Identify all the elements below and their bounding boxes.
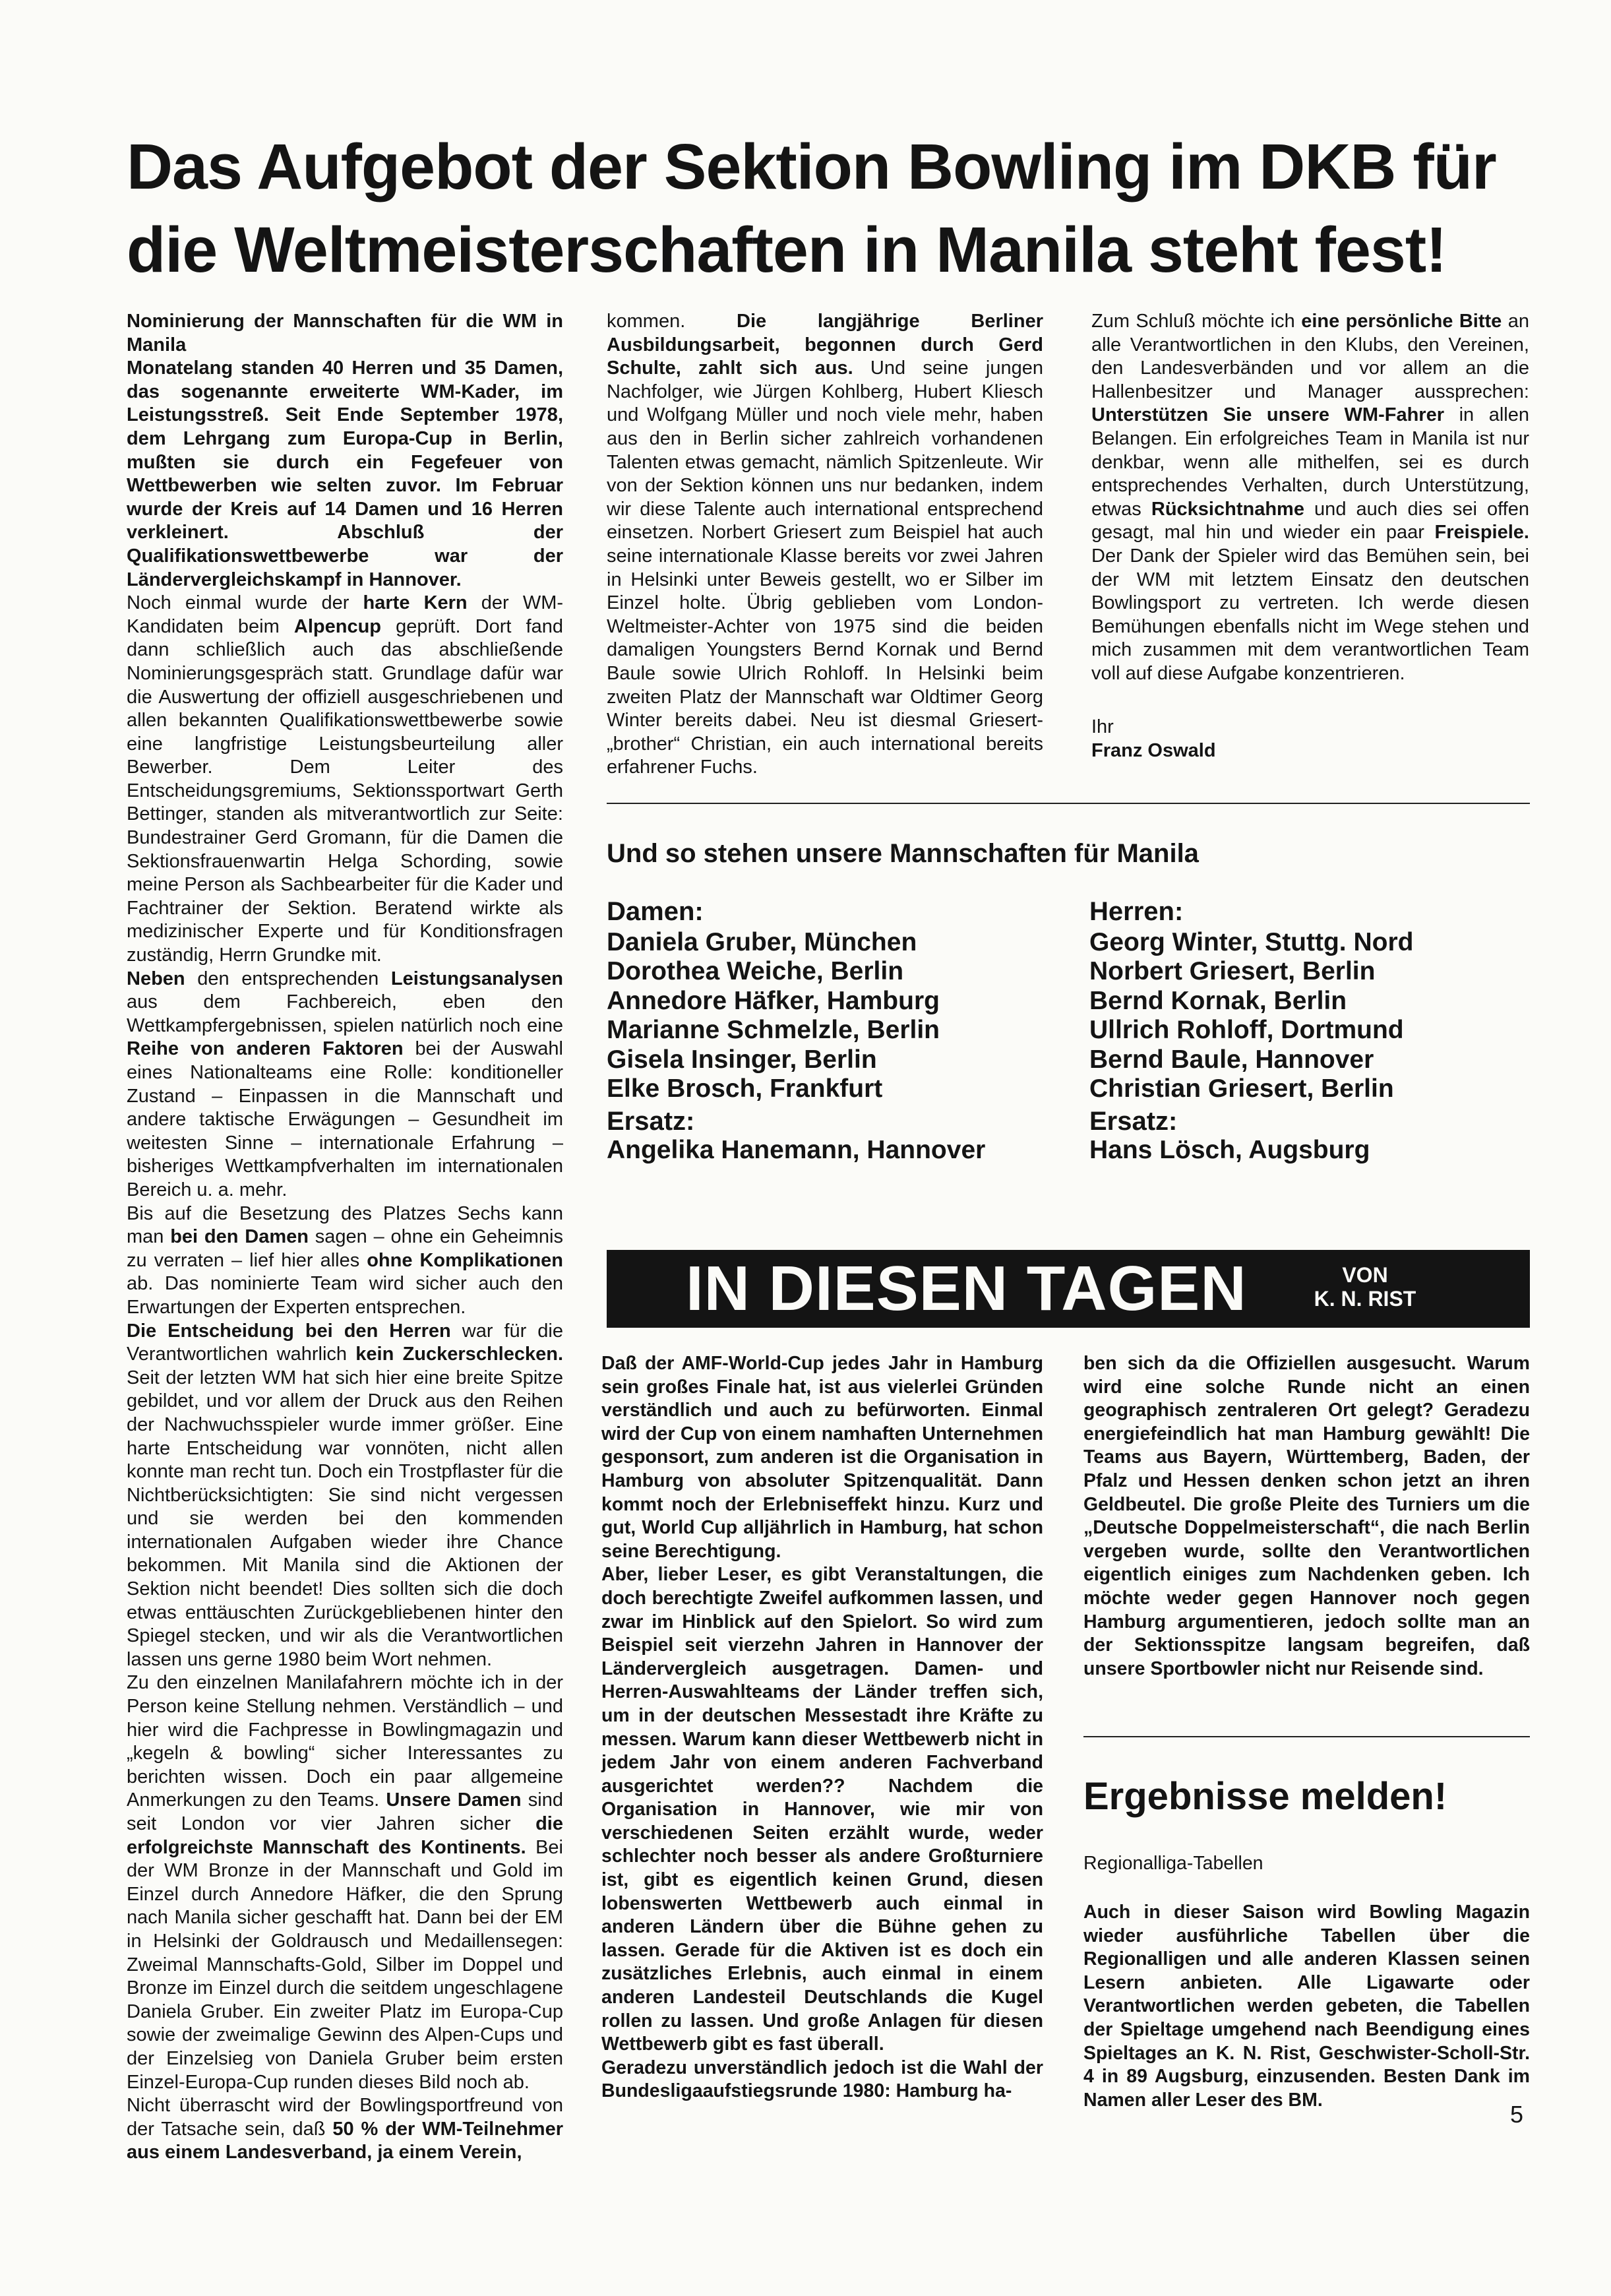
notice-divider [1083, 1736, 1530, 1737]
paragraph [1083, 1352, 1530, 1681]
paragraph [601, 1352, 1043, 1563]
column-right-text [1083, 1352, 1530, 1681]
column-banner [607, 1250, 1530, 1328]
player-name: Dorothea Weiche, Berlin [607, 957, 904, 985]
paragraph [601, 1563, 1043, 2056]
text-run: Der Dank der Spieler wird das Bemühen sein, bei der WM mit letztem Einsatz den deutschen Bowlingsport zu vertreten. Ich werde diesen Bemühungen ebenfalls nicht im Wege stehen und mich zusammen mit dem verantwortlichen Team voll auf diese Aufgabe konzentrieren. [1091, 545, 1529, 684]
bold-text: eine persönliche Bitte [1301, 311, 1502, 332]
bold-text: ben sich da die Offiziellen ausgesucht. Warum wird eine solche Runde nicht an einen geographisch zentraleren Ort gelegt? Geradezu energiefeindlich hat man Hamburg gewählt! Die Teams aus Bayern, Württemberg, Baden, der Pfalz und Hessen denken schon jetzt an ihren Geldbeutel. Die große Pleite des Turniers um die „Deutsche Doppelmeisterschaft“, die nach Berlin vergeben wurde, sollte den Verantwortlichen eigentlich einiges zum Nachdenken geben. Ich möchte weder gegen Hannover noch gegen Hamburg argumentieren, jedoch sollte man an der Sektionsspitze langsam begreifen, daß unsere Sportbowler nicht nur Reisende sind. [1083, 1353, 1530, 1679]
player-name: Gisela Insinger, Berlin [607, 1045, 877, 1074]
bold-text: Unterstützen Sie unsere WM-Fahrer [1091, 404, 1444, 426]
byline-von: VON [1342, 1263, 1388, 1287]
herren-ersatz: Hans Lösch, Augsburg [1089, 1136, 1370, 1164]
headline-line-1: Das Aufgebot der Sektion Bowling im DKB für [127, 131, 1496, 202]
bold-text: die erfolgreichste Mannschaft des Kontinents. [127, 1813, 563, 1858]
player-name: Marianne Schmelzle, Berlin [607, 1016, 940, 1044]
text-run: Noch einmal wurde der [127, 592, 363, 614]
text-run: war für die Verantwortlichen wahrlich [127, 1320, 564, 1365]
text-run: den entsprechenden [185, 968, 391, 989]
text-run: Bis auf die Besetzung des Platzes Sechs kann man [127, 1202, 563, 1248]
text-run: an alle Verantwortlichen in den Klubs, den Vereinen, den Landesverbänden und vor allem an die Hallenbesitzer und Manager aussprechen: [1091, 311, 1530, 402]
text-run: Bei der WM Bronze in der Mannschaft und Gold im Einzel durch Annedore Häfker, die den Sprung nach Manila sicher geschafft hat. Dann bei der EM in Helsinki der Goldrausch und Medaillensegen: Zweimal Mannschafts-Gold, Silber im Doppel und Bronze im Einzel durch die seitdem ungeschlagene Daniela Gruber. Ein zweiter Platz im Europa-Cup sowie der zweimalige Gewinn des Alpen-Cups und der Einzelsieg von Daniela Gruber beim ersten Einzel-Europa-Cup runden dieses Bild noch ab. [127, 1836, 563, 2093]
team-herren [1089, 897, 1538, 1165]
column-left-text [601, 1352, 1043, 2103]
text-run: sind seit London vor vier Jahren sicher [127, 1789, 563, 1834]
notice-body [1083, 1901, 1530, 2112]
signoff-ihr: Ihr [1091, 716, 1114, 737]
paragraph [607, 310, 1043, 780]
signoff [1091, 716, 1355, 762]
article-column-1 [127, 310, 563, 2165]
bold-text: bei den Damen [170, 1226, 309, 1248]
text-run: Zu den einzelnen Manilafahrern möchte ich in der Person keine Stellung nehmen. Verständlich – und hier wird die Fachpresse in Bowlingmagazin und „kegeln & bowling“ sicher Interessantes zu berichten wissen. Doch ein paar allgemeine Anmerkungen zu den Teams. [127, 1672, 563, 1811]
paragraph [127, 310, 563, 357]
text-run: sagen – ohne ein Geheimnis zu verraten – lief hier alles [127, 1226, 563, 1271]
bold-text: harte Kern [363, 592, 468, 614]
herren-list [1089, 928, 1538, 1104]
text-run: aus dem Fachbereich, eben den Wettkampfergebnissen, spielen natürlich noch eine [127, 991, 563, 1036]
paragraph [601, 2057, 1043, 2103]
damen-ersatz: Angelika Hanemann, Hannover [607, 1136, 986, 1164]
text-run: ab. Das nominierte Team wird sicher auch den Erwartungen der Experten entsprechen. [127, 1273, 563, 1318]
bold-text: Freispiele. [1434, 522, 1529, 543]
headline [127, 125, 1544, 292]
bold-text: Auch in dieser Saison wird Bowling Magazin wieder ausführliche Tabellen über die Regionalligen und alle anderen Klassen seinen Lesern anbieten. Alle Ligawarte oder Verantwortlichen werden gebeten, die Tabellen der Spieltage umgehend nach Beendigung eines Spieltages an K. N. Rist, Geschwister-Scholl-Str. 4 in 89 Augsburg, einzusenden. Besten Dank im Namen aller Leser des BM. [1083, 1902, 1530, 2111]
text-run: Zum Schluß möchte ich [1091, 311, 1302, 332]
herren-label: Herren: [1089, 897, 1184, 926]
column-title: IN DIESEN TAGEN [686, 1253, 1247, 1324]
herren-ersatz-label: Ersatz: [1089, 1106, 1178, 1136]
text-run: Und seine jungen Nachfolger, wie Jürgen Kohlberg, Hubert Kliesch und Wolfgang Müller und noch viele mehr, haben aus den in Berlin sicher zahlreich vorhandenen Talenten etwas gemacht, nämlich Spitzenleute. Wir von der Sektion können uns nur bedanken, indem wir diese Talente auch international entsprechend einsetzen. Norbert Griesert zum Beispiel hat auch seine internationale Klasse bereits vor zwei Jahren in Helsinki unter Beweis gestellt, wo er Silber im Einzel holte. Übrig geblieben vom London-Weltmeister-Achter von 1975 sind die beiden damaligen Youngsters Bernd Kornak und Bernd Baule sowie Ulrich Rohloff. In Helsinki beim zweiten Platz der Mannschaft war Oldtimer Georg Winter bereits dabei. Neu ist diesmal Griesert-„brother“ Christian, ein auch international bereits erfahrener Fuchs. [607, 357, 1043, 778]
player-name: Annedore Häfker, Hamburg [607, 986, 940, 1015]
bold-text: ohne Komplikationen [367, 1249, 564, 1271]
text-run: bei der Auswahl eines Nationalteams eine Rolle: konditioneller Zustand – Einpassen in die Mannschaft und andere taktische Erwägungen – Gesundheit im weitesten Sinne – internationale Erfahrung – bisheriges Wettkampfverhalten im internationalen Bereich u. a. mehr. [127, 1038, 563, 1200]
damen-ersatz-label: Ersatz: [607, 1106, 695, 1136]
text-run: der WM-Kandidaten beim [127, 592, 564, 637]
notice-title: Ergebnisse melden! [1083, 1775, 1447, 1818]
text-run: Seit der letzten WM hat sich hier eine breite Spitze gebildet, und vor allem der Druck aus den Reihen der Nachwuchsspieler wurde immer größer. Eine harte Entscheidung war vonnöten, nicht allen konnte man recht tun. Doch ein Trostpflaster für die Nichtberücksichtigten: Sie sind nicht vergessen und sie werden bei den kommenden internationalen Aufgaben wieder ihre Chance bekommen. Mit Manila sind die Aktionen der Sektion nicht beendet! Dies sollten sich die doch etwas enttäuschten Zurückgebliebenen hinter den Spiegel stecken, und wir als die Verantwortlichen lassen uns gerne 1980 beim Wort nehmen. [127, 1367, 563, 1670]
bold-text: Die langjährige Berliner Ausbildungsarbeit, begonnen durch Gerd Schulte, zahlt sich aus. [607, 311, 1043, 379]
paragraph [127, 1202, 563, 1320]
notice-subtitle: Regionalliga-Tabellen [1083, 1853, 1263, 1874]
article-column-3 [1091, 310, 1529, 686]
signoff-name: Franz Oswald [1091, 739, 1216, 761]
bold-text: Monatelang standen 40 Herren und 35 Damen, das sogenannte erweiterte WM-Kader, im Leistungsstreß. Seit Ende September 1978, dem Lehrgang zum Europa-Cup in Berlin, mußten sie durch ein Fegefeuer von Wettbewerben wie selten zuvor. Im Februar wurde der Kreis auf 14 Damen und 16 Herren verkleinert. Abschluß der Qualifikationswettbewerbe war der Ländervergleichskampf in Hannover. [127, 357, 563, 590]
teams-heading: Und so stehen unsere Mannschaften für Manila [607, 839, 1199, 868]
article-column-2 [607, 310, 1043, 780]
paragraph [1091, 310, 1529, 686]
paragraph [1083, 1901, 1530, 2112]
bold-text: Geradezu unverständlich jedoch ist die Wahl der Bundesligaaufstiegsrunde 1980: Hamburg ha- [601, 2057, 1043, 2102]
damen-list [607, 928, 1055, 1104]
divider [607, 803, 1530, 804]
text-run: Nicht überrascht wird der Bowlingsportfreund von der Tatsache sein, daß [127, 2095, 563, 2140]
bold-text: Leistungsanalysen [390, 968, 563, 989]
bold-text: Daß der AMF-World-Cup jedes Jahr in Hamburg sein großes Finale hat, ist aus vielerlei Gründen verständlich und auch zu befürworten. Einmal wird der Cup von einem namhaften Unternehmen gesponsort, zum anderen ist die Organisation in Hamburg von absoluter Spitzenqualität. Dann kommt noch der Erlebniseffekt hinzu. Kurz und gut, World Cup alljährlich in Hamburg, hat schon seine Berechtigung. [601, 1353, 1043, 1562]
bold-text: 50 % der WM-Teilnehmer aus einem Landesverband, ja einem Verein, [127, 2118, 563, 2163]
player-name: Christian Griesert, Berlin [1089, 1074, 1394, 1103]
player-name: Elke Brosch, Frankfurt [607, 1074, 883, 1103]
paragraph [127, 1320, 563, 1672]
player-name: Norbert Griesert, Berlin [1089, 957, 1376, 985]
team-damen [607, 897, 1055, 1165]
player-name: Georg Winter, Stuttg. Nord [1089, 927, 1414, 956]
paragraph [127, 1671, 563, 2094]
text-run: und auch dies sei offen gesagt, mal hin und wieder ein paar [1091, 498, 1529, 543]
bold-text: Nominierung der Mannschaften für die WM in Manila [127, 311, 563, 356]
paragraph [127, 592, 563, 968]
bold-text: Reihe von anderen Faktoren [127, 1038, 404, 1060]
byline-author: K. N. RIST [1314, 1287, 1416, 1311]
player-name: Bernd Kornak, Berlin [1089, 986, 1347, 1015]
text-run: geprüft. Dort fand dann schließlich auch das abschließende Nominierungsgespräch statt. Grundlage dafür war die Auswertung der offiziell ausgeschriebenen und allen bekannten Qualifikationswettbewerbe sowie eine langfristige Leistungsbeurteilung aller Bewerber. Dem Leiter des Entscheidungsgremiums, Sektionssportwart Gerth Bettinger, standen als mitverantwortlich zur Seite: Bundestrainer Gerd Gromann, für die Damen die Sektionsfrauenwartin Helga Schording, sowie meine Person als Sachbearbeiter für die Kader und Fachtrainer der Sektion. Beratend wirkte als medizinischer Experte und für Konditionsfragen zuständig, Herrn Grundke mit. [127, 615, 564, 966]
player-name: Bernd Baule, Hannover [1089, 1045, 1374, 1074]
bold-text: Neben [127, 968, 185, 989]
paragraph [127, 2094, 563, 2165]
text-run: kommen. [607, 311, 737, 332]
headline-line-2: die Weltmeisterschaften in Manila steht fest! [127, 214, 1447, 286]
paragraph [127, 357, 563, 592]
text-run: in allen Belangen. Ein erfolgreiches Team in Manila ist nur denkbar, wenn alle mithelfen, sei es durch entsprechendes Verhalten, durch Unterstützung, etwas [1091, 404, 1529, 520]
bold-text: Alpencup [293, 615, 382, 637]
paragraph [127, 968, 563, 1202]
damen-label: Damen: [607, 897, 704, 926]
player-name: Ullrich Rohloff, Dortmund [1089, 1016, 1404, 1044]
page-number: 5 [1510, 2101, 1524, 2128]
bold-text: Unsere Damen [386, 1789, 522, 1811]
bold-text: Die Entscheidung bei den Herren [127, 1320, 451, 1342]
player-name: Daniela Gruber, München [607, 927, 917, 956]
column-byline [1312, 1263, 1418, 1311]
bold-text: Rücksichtnahme [1151, 498, 1304, 520]
bold-text: Aber, lieber Leser, es gibt Veranstaltungen, die doch berechtigte Zweifel aufkommen lassen, und zwar im Hinblick auf den Spielort. So wird zum Beispiel seit vierzehn Jahren in Hannover der Ländervergleich ausgetragen. Damen- und Herren-Auswahlteams der Länder treffen sich, um in der deutschen Messestadt ihre Kräfte zu messen. Warum kann dieser Wettbewerb nicht in jedem Jahr von einem anderen Fachverband ausgerichtet werden?? Nachdem die Organisation in Hannover, wie mir von verschiedenen Seiten erzählt wurde, weder schlechter noch besser als andere Großturniere ist, gibt es eigentlich keinen Grund, diesen lobenswerten Wettbewerb auch einmal in anderen Ländern über die Bühne gehen zu lassen. Gerade für die Aktiven ist es doch ein zusätzliches Erlebnis, auch einmal in einem anderen Landesteil Deutschlands die Kugel rollen zu lassen. Und große Anlagen für diesen Wettbewerb gibt es fast überall. [601, 1564, 1043, 2055]
bold-text: kein Zuckerschlecken. [355, 1344, 563, 1365]
